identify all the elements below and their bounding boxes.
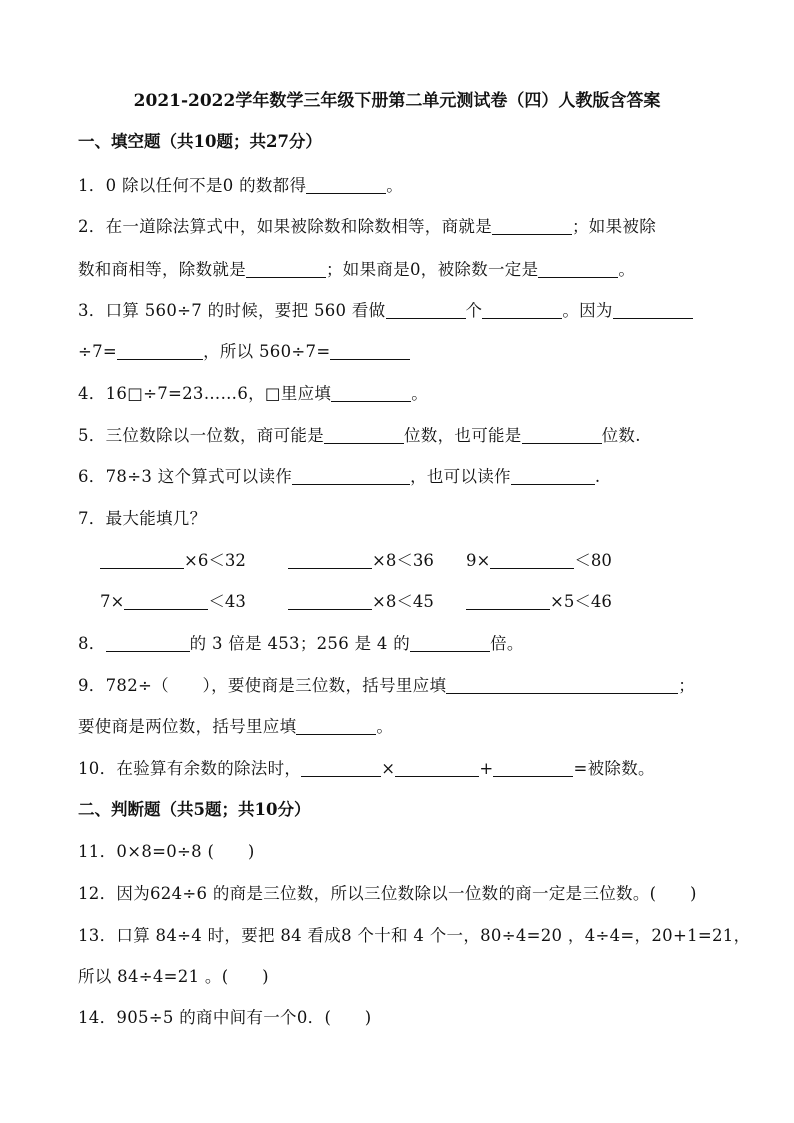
question-2-line-2: [78, 256, 635, 280]
answer-blank[interactable]: [538, 261, 618, 278]
question-2-text-e: 。: [618, 260, 636, 279]
question-7-item-2: [288, 547, 434, 571]
question-7-label: 7．最大能填几？: [78, 509, 207, 528]
question-2-text-c: 数和商相等，除数就是: [78, 260, 246, 279]
answer-blank[interactable]: [331, 385, 411, 402]
question-6-text-b: ，也可以读作: [410, 467, 511, 486]
section-heading-fill-blank: 一、填空题（共10题；共27分）: [78, 132, 322, 151]
page-title: 2021-2022学年数学三年级下册第二单元测试卷（四）人教版含答案: [133, 91, 661, 111]
question-6-text-a: 6．78÷3 这个算式可以读作: [78, 467, 293, 486]
answer-blank[interactable]: [613, 302, 693, 319]
question-7-item-5-text: ×8＜45: [372, 592, 434, 611]
answer-blank[interactable]: [100, 552, 184, 569]
question-5-text-a: 5．三位数除以一位数，商可能是: [78, 426, 324, 445]
question-3-text-e: ，所以 560÷7=: [203, 342, 331, 361]
question-7-item-4: [100, 588, 246, 612]
question-5-text-c: 位数.: [601, 426, 641, 445]
question-1-text: 1．0 除以任何不是0 的数都得: [78, 176, 307, 195]
question-3-text-a: 3．口算 560÷7 的时候，要把 560 看做: [78, 301, 386, 320]
answer-blank[interactable]: [306, 177, 386, 194]
question-7-item-4-text-b: ＜43: [208, 592, 246, 611]
question-8-text-b: 的 3 倍是 453；256 是 4 的: [189, 634, 411, 653]
answer-blank[interactable]: [493, 760, 573, 777]
question-2-text-d: ；如果商是0，被除数一定是: [326, 260, 539, 279]
question-13-line-1: 13．口算 84÷4 时，要把 84 看成8 个十和 4 个一，80÷4=20 ，4÷4=，20+1=21，: [78, 926, 751, 945]
answer-blank[interactable]: [324, 427, 404, 444]
answer-blank[interactable]: [490, 552, 574, 569]
question-5-text-b: 位数，也可能是: [404, 426, 522, 445]
answer-blank[interactable]: [522, 427, 602, 444]
answer-blank[interactable]: [395, 760, 479, 777]
question-12: 12．因为624÷6 的商是三位数，所以三位数除以一位数的商一定是三位数。( ): [78, 884, 697, 903]
question-7-item-1-text: ×6＜32: [184, 551, 246, 570]
question-11: 11．0×8=0÷8 ( ): [78, 842, 255, 861]
question-3-line-2: [78, 338, 410, 362]
answer-blank[interactable]: [511, 468, 595, 485]
answer-blank[interactable]: [292, 468, 410, 485]
answer-blank[interactable]: [301, 760, 381, 777]
question-7-item-5: [288, 588, 434, 612]
question-7-item-3-text-a: 9×: [466, 551, 491, 570]
section-heading-true-false: 二、判断题（共5题；共10分）: [78, 800, 311, 819]
question-7-item-3-text-b: ＜80: [574, 551, 612, 570]
question-9-line-1: [78, 672, 695, 696]
question-8: [78, 630, 524, 654]
answer-blank[interactable]: [106, 635, 190, 652]
question-7-item-2-text: ×8＜36: [372, 551, 434, 570]
question-9-text-c: 要使商是两位数，括号里应填: [78, 717, 297, 736]
question-8-text-c: 倍。: [490, 634, 524, 653]
question-10-text-d: =被除数。: [573, 759, 655, 778]
question-3-line-1: [78, 297, 693, 321]
question-7-item-1: [100, 547, 246, 571]
question-13-line-2: 所以 84÷4=21 。( ): [78, 967, 269, 986]
answer-blank[interactable]: [492, 218, 572, 235]
question-7-item-6-text: ×5＜46: [550, 592, 612, 611]
question-9-text-a: 9．782÷（ ），要使商是三位数，括号里应填: [78, 676, 447, 695]
question-7-item-3: [466, 547, 612, 571]
question-14: 14．905÷5 的商中间有一个0．( ): [78, 1008, 372, 1027]
question-1-end: 。: [386, 176, 404, 195]
question-10-text-a: 10．在验算有余数的除法时，: [78, 759, 302, 778]
question-2-text-b: ；如果被除: [572, 217, 656, 236]
question-2-text-a: 2．在一道除法算式中，如果被除数和除数相等，商就是: [78, 217, 492, 236]
question-10: [78, 755, 655, 779]
question-8-text-a: 8．: [78, 634, 106, 653]
question-2-line-1: [78, 213, 656, 237]
answer-blank[interactable]: [330, 343, 410, 360]
answer-blank[interactable]: [246, 261, 326, 278]
question-9-text-d: 。: [376, 717, 394, 736]
question-6-text-c: .: [594, 467, 601, 486]
answer-blank[interactable]: [288, 552, 372, 569]
answer-blank[interactable]: [124, 593, 208, 610]
question-4: [78, 380, 428, 404]
question-10-text-b: ×: [381, 759, 396, 778]
answer-blank[interactable]: [410, 635, 490, 652]
answer-blank[interactable]: [386, 302, 466, 319]
question-7-item-6: [466, 588, 612, 612]
question-4-text: 4．16□÷7=23……6，□里应填: [78, 384, 332, 403]
answer-blank[interactable]: [288, 593, 372, 610]
question-3-text-b: 个: [465, 301, 483, 320]
answer-blank[interactable]: [482, 302, 562, 319]
answer-blank[interactable]: [117, 343, 203, 360]
question-9-line-2: [78, 713, 393, 737]
question-6: [78, 463, 600, 487]
answer-blank[interactable]: [296, 718, 376, 735]
question-3-text-d: ÷7=: [78, 342, 118, 361]
question-9-text-b: ；: [678, 676, 696, 695]
answer-blank[interactable]: [466, 593, 550, 610]
question-10-text-c: +: [479, 759, 494, 778]
answer-blank[interactable]: [446, 677, 678, 694]
question-1: [78, 172, 403, 196]
question-4-end: 。: [411, 384, 429, 403]
question-5: [78, 422, 641, 446]
question-7-item-4-text-a: 7×: [100, 592, 125, 611]
question-3-text-c: 。因为: [562, 301, 613, 320]
